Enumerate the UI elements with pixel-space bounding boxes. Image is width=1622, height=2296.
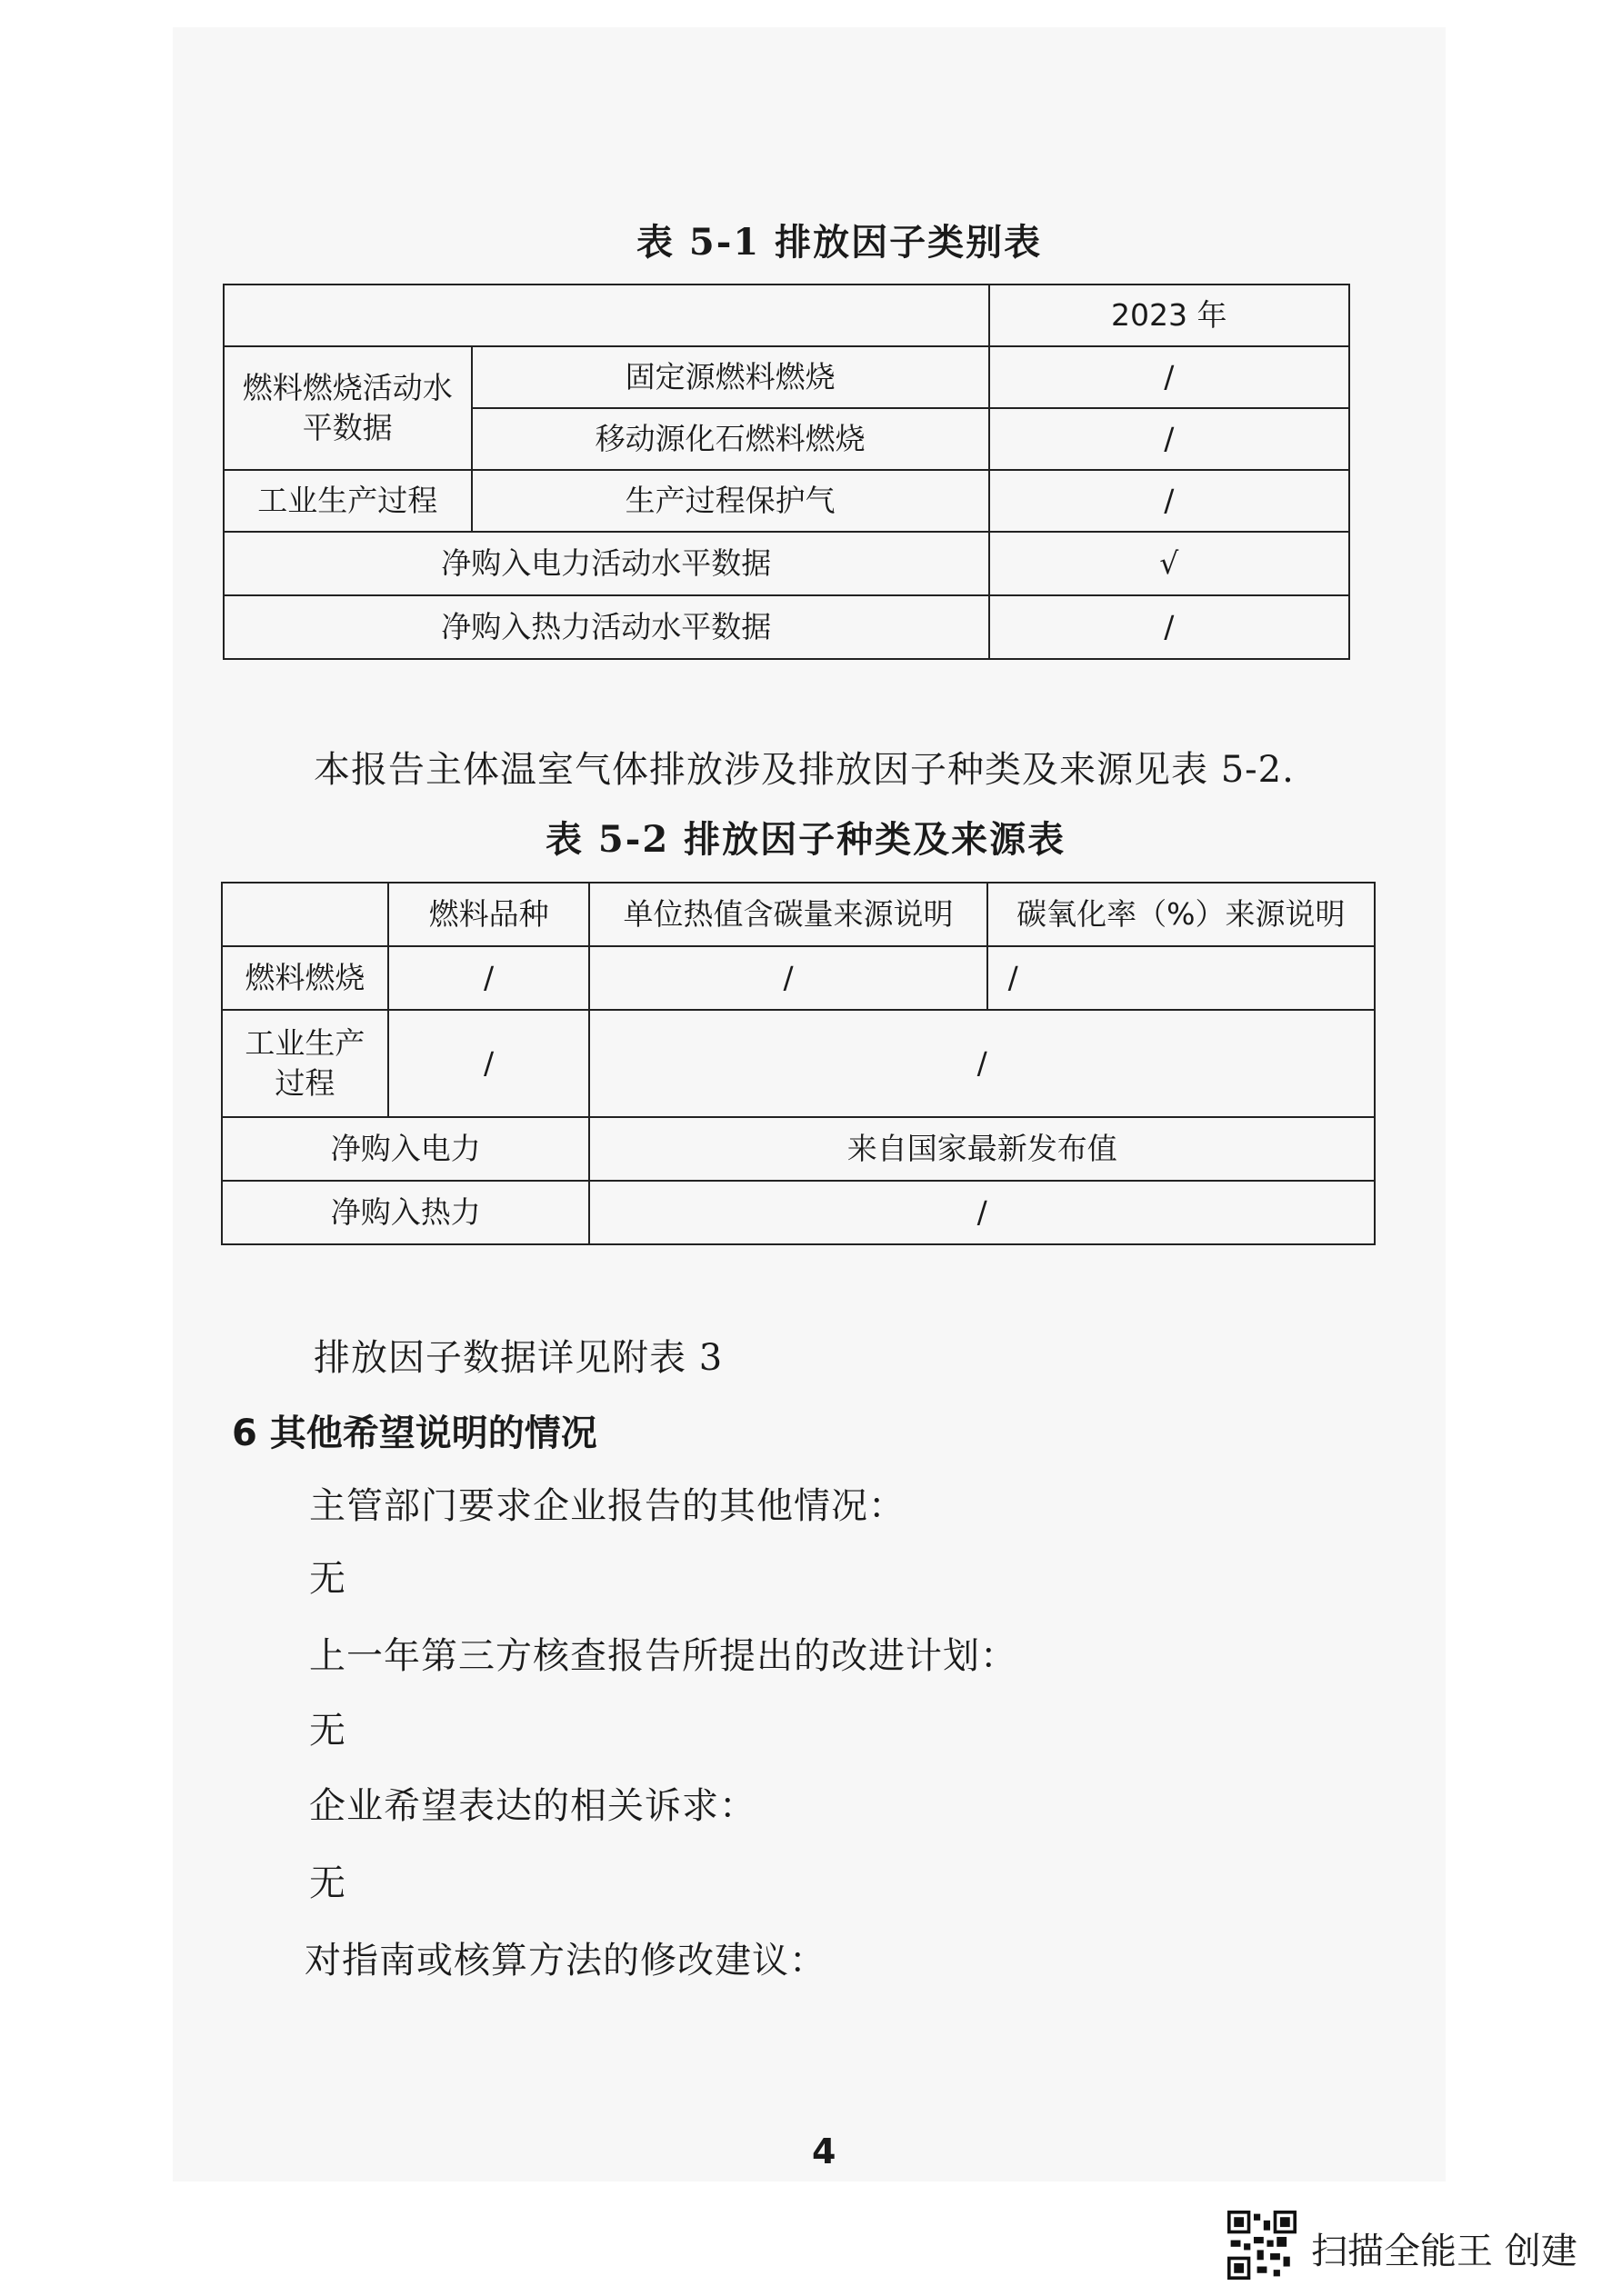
table2-corner-cell [222,883,388,946]
table2-elec-value: 来自国家最新发布值 [589,1117,1375,1181]
table2-fuel-c1: / [388,946,590,1010]
table1-mobile-fuel: 移动源化石燃料燃烧 [472,408,989,470]
section6-heading: 6 其他希望说明的情况 [232,1413,597,1454]
section6-q4: 对指南或核算方法的修改建议： [305,1940,826,1982]
section6-q2: 上一年第三方核查报告所提出的改进计划： [309,1635,1017,1677]
table2-col-heat-value: 单位热值含碳量来源说明 [589,883,986,946]
emission-factor-source-table [221,882,1376,1245]
table2-caption: 表 5-2 排放因子种类及来源表 [546,818,1066,861]
table2-fuel-c3: / [987,946,1375,1010]
table1-heat-value: / [989,595,1349,659]
section6-a2: 无 [309,1710,346,1752]
section6-q1: 主管部门要求企业报告的其他情况： [309,1485,906,1527]
footer-text: 扫描全能王 创建 [1311,2231,1577,2272]
section6-a3: 无 [309,1862,346,1904]
table1-protective-gas: 生产过程保护气 [472,470,989,532]
table2-heat-row: 净购入热力 [222,1181,589,1244]
table2-col-oxidation: 碳氧化率（%）来源说明 [987,883,1375,946]
qr-code-icon [1227,2211,1297,2280]
table1-caption: 表 5-1 排放因子类别表 [636,221,1043,264]
table1-mobile-fuel-value: / [989,408,1349,470]
table1-fixed-fuel-value: / [989,346,1349,408]
table2-elec-row: 净购入电力 [222,1117,589,1181]
table1-industry-group: 工业生产过程 [224,470,472,532]
table2-industry-c2: / [589,1010,1375,1117]
table2-industry-row: 工业生产过程 [222,1010,388,1117]
table1-protective-gas-value: / [989,470,1349,532]
table2-industry-c1: / [388,1010,590,1117]
table2-fuel-c2: / [589,946,986,1010]
table2-col-fuel: 燃料品种 [388,883,590,946]
section6-q3: 企业希望表达的相关诉求： [309,1785,756,1827]
intro-text: 本报告主体温室气体排放涉及排放因子种类及来源见表 5-2. [314,749,1295,791]
appendix-note: 排放因子数据详见附表 3 [314,1337,724,1379]
table1-heat: 净购入热力活动水平数据 [224,595,989,659]
section6-a1: 无 [309,1558,346,1600]
table1-fixed-fuel: 固定源燃料燃烧 [472,346,989,408]
table1-corner-cell [224,285,989,346]
page-number: 4 [812,2131,836,2171]
table2-fuel-row: 燃料燃烧 [222,946,388,1010]
emission-factor-category-table [223,284,1350,660]
table1-fuel-group: 燃料燃烧活动水平数据 [224,346,472,470]
table1-electricity: 净购入电力活动水平数据 [224,532,989,595]
table2-heat-value: / [589,1181,1375,1244]
table1-year-header: 2023 年 [989,285,1349,346]
table1-electricity-value: √ [989,532,1349,595]
